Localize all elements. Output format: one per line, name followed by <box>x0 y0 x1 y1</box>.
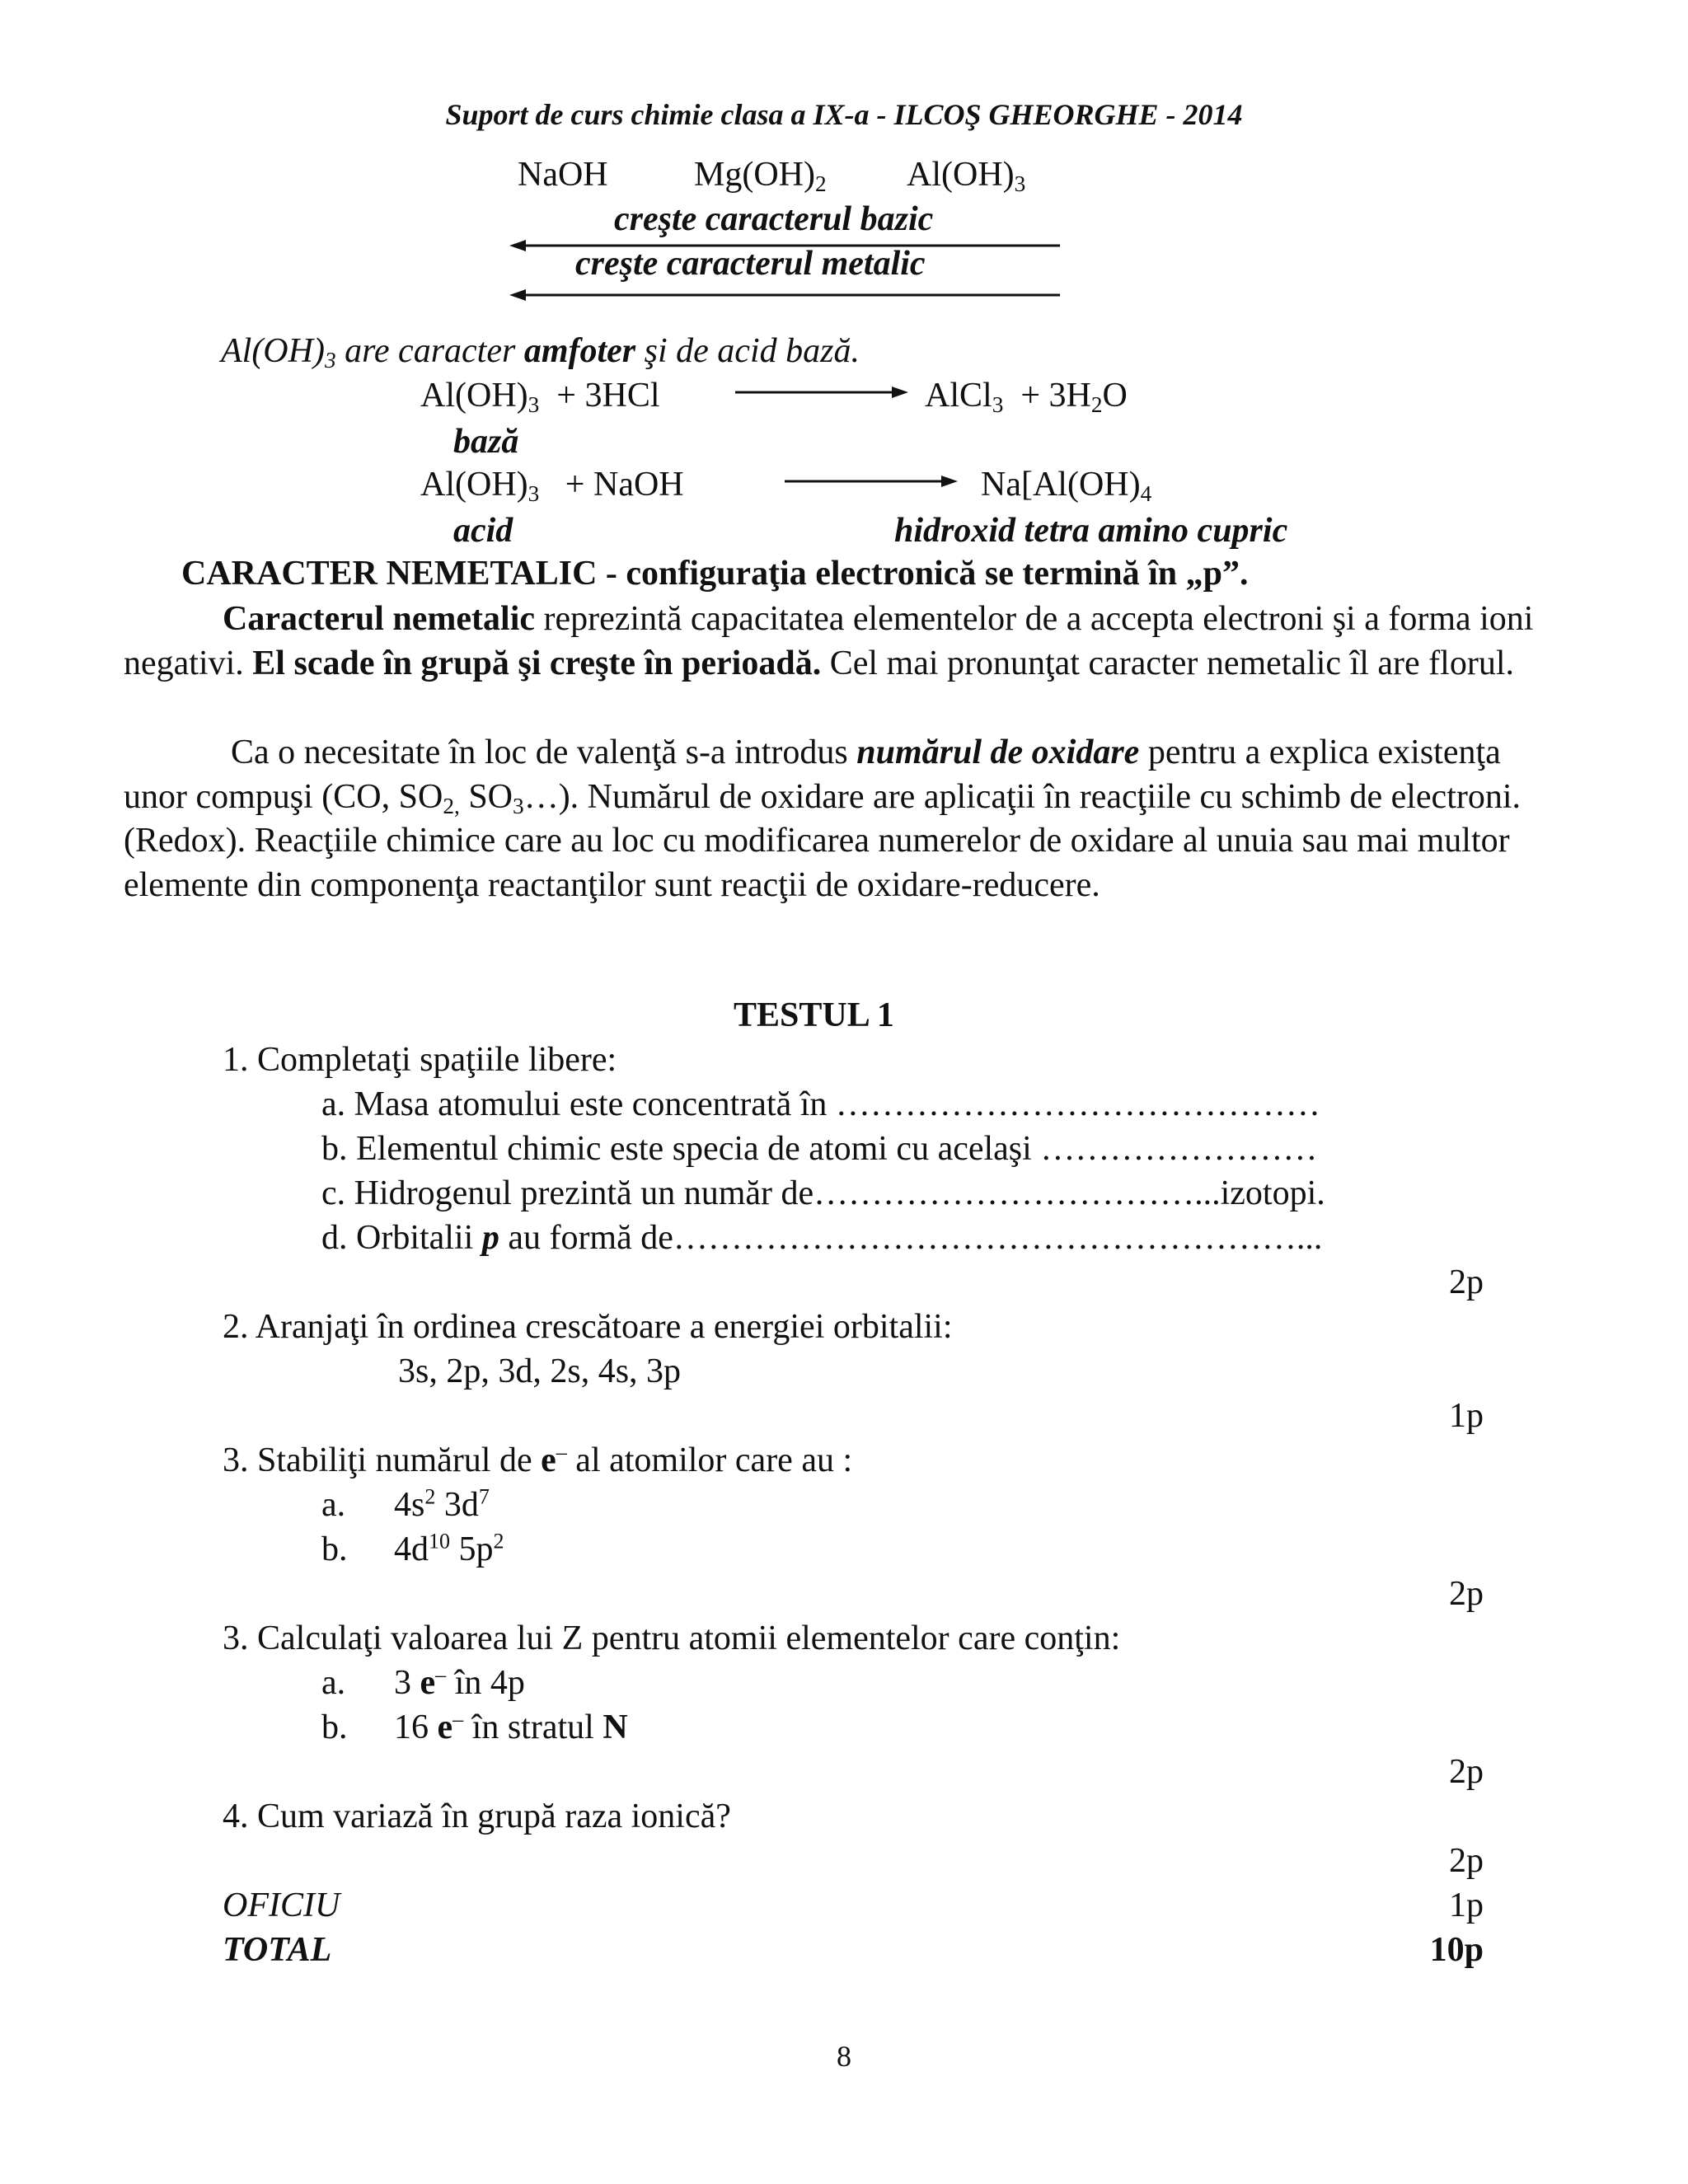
formula-mgoh2: $Mg(OH)_2$ <box>694 156 827 196</box>
page-number: 8 <box>837 2040 851 2073</box>
q1-item-c: c. Hidrogenul prezintă un număr de……………………………...izotopi. <box>321 1174 1325 1212</box>
q4-label-a: a. <box>321 1664 346 1702</box>
q2-points: 1p <box>1449 1397 1484 1435</box>
q1-item-a: a. Masa atomului este concentrată în …………………………………… <box>321 1085 1320 1123</box>
reaction1-arrow <box>735 386 910 399</box>
reaction2-reactants: $Al(OH)_3$ + NaOH <box>420 466 684 506</box>
formula-aloh3: $Al(OH)_3$ <box>907 156 1026 196</box>
arrow-label-metalic: creşte caracterul metalic <box>575 245 926 283</box>
q3-points: 2p <box>1449 1575 1484 1613</box>
reaction1-reactants: $Al(OH)_3 + 3HCl$ <box>420 377 660 417</box>
q4-text: 3. Calculaţi valoarea lui Z pentru atomii elementelor care conţin: <box>223 1619 1121 1657</box>
left-arrow-1 <box>509 239 1062 252</box>
q3-label-a: a. <box>321 1486 346 1524</box>
total-label: TOTAL <box>223 1931 332 1969</box>
page-header: Suport de curs chimie clasa a IX-a - ILCOŞ GHEORGHE - 2014 <box>445 98 1243 131</box>
q1-text: 1. Completaţi spaţiile libere: <box>223 1041 617 1079</box>
nemetalic-heading: CARACTER NEMETALIC - configuraţia electronică se termină în „p”. <box>181 555 1249 593</box>
q3-text: 3. Stabiliţi numărul de e– al atomilor care au : <box>223 1440 853 1479</box>
amfoter-sentence: $Al(OH)_3$ are caracter amfoter şi de acid bază. <box>221 332 860 373</box>
oficiu-label: OFICIU <box>223 1886 340 1924</box>
arrow-label-bazic: creşte caracterul bazic <box>614 200 934 238</box>
q3-label-b: b. <box>321 1530 348 1568</box>
reaction2-label-product: hidroxid tetra amino cupric <box>894 512 1288 550</box>
q1-item-b: b. Elementul chimic este specia de atomi cu acelaşi …………………… <box>321 1130 1318 1168</box>
reaction1-products: AlCl$_3$ + $3H_2O$ <box>925 377 1128 417</box>
q5-points: 2p <box>1449 1842 1484 1880</box>
q3-config-a: $4s^2$ $3d^7$ <box>394 1484 490 1524</box>
left-arrow-2 <box>509 288 1062 302</box>
reaction1-label: bază <box>453 423 519 461</box>
total-points: 10p <box>1429 1931 1484 1969</box>
q2-orbitals: 3s, 2p, 3d, 2s, 4s, 3p <box>398 1352 682 1390</box>
test-title: TESTUL 1 <box>734 996 894 1034</box>
paragraph-oxidare: Ca o necesitate în loc de valenţă s-a introdus numărul de oxidare pentru a explica existenţa unor compuşi (CO, $SO_{2,}$ $SO_3\dots$). Numărul de oxidare are aplicaţii în reacţiile cu schimb de electroni. (Redox). Reacţiile chimice care au loc cu modificarea numerelor de oxidare al unuia sau mai multor elemente din componenţa reactanţilor sunt reacţii de oxidare-reducere. <box>124 733 1522 904</box>
reaction2-product: $Na[Al(OH)_4$ <box>981 466 1152 506</box>
oficiu-points: 1p <box>1449 1886 1484 1924</box>
q4-item-a: 3 e– în 4p <box>394 1662 525 1702</box>
q1-points: 2p <box>1449 1263 1484 1301</box>
q2-text: 2. Aranjaţi în ordinea crescătoare a energiei orbitalii: <box>223 1308 953 1346</box>
reaction2-label-acid: acid <box>453 512 513 550</box>
q1-item-d: d. Orbitalii p au formă de………………………………………………... <box>321 1219 1323 1257</box>
paragraph-nemetalic: Caracterul nemetalic reprezintă capacitatea elementelor de a accepta electroni şi a forma ioni negativi. El scade în grupă şi creşte în perioadă. Cel mai pronunţat caracter nemetalic îl are florul. <box>124 600 1534 682</box>
q4-label-b: b. <box>321 1708 348 1746</box>
q3-config-b: $4d^{10}$ $5p^2$ <box>394 1529 504 1568</box>
formula-naoh: NaOH <box>518 156 608 194</box>
q4-item-b: 16 e– în stratul N <box>394 1707 628 1746</box>
q5-text: 4. Cum variază în grupă raza ionică? <box>223 1797 731 1835</box>
q4-points: 2p <box>1449 1753 1484 1791</box>
reaction2-arrow <box>785 475 959 488</box>
